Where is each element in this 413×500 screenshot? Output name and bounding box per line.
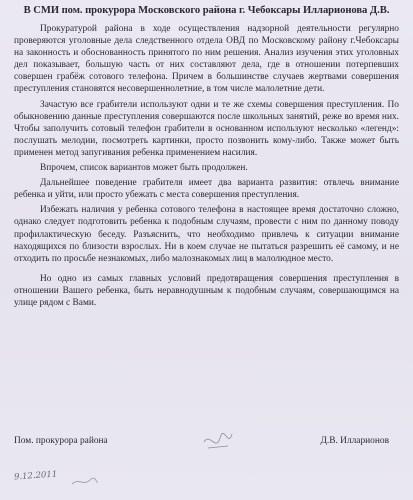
pencil-mark-icon [70,476,100,488]
paragraph-3: Впрочем, список вариантов может быть продолжен. [40,163,248,174]
signature-name: Д.В. Илларионов [320,436,389,446]
signature-role: Пом. прокурора района [14,436,108,446]
paragraph-5: Избежать наличия у ребенка сотового телефона в настоящее время достаточно сложно, однако следует подготовить ребенка к подобным случаям, провести с ним по данному поводу профилактическую беседу. Разъяснить, что необходимо привлечь к ситуации внимание находящихся по близости взрослых. Ни в коем случае не пытаться разрешить её самому, и не отходить по просьбе незнакомых, либо малознакомых лиц в малолюдное место. [14,205,399,264]
signature-row [14,436,389,446]
paragraph-4: Дальнейшее поведение грабителя имеет два варианта развития: отвлечь внимание ребенка и уйти, или просто убежать с места совершения преступления. [14,178,399,201]
handwritten-date: 9.12.2011 [13,469,58,483]
document-heading: В СМИ пом. прокурора Московского района г. Чебоксары Илларионова Д.В. [23,5,390,16]
paragraph-6: Но одно из самых главных условий предотвращения совершения преступления в отношении Вашего ребенка, быть неравнодушным к подобным случаям, совершающимся на улице рядом с Вами. [14,273,399,308]
paragraph-1: Прокуратурой района в ходе осуществления надзорной деятельности регулярно проверяются уголовные дела следственного отдела ОВД по Московскому району г.Чебоксары на законность и обоснованность принятого по ним решения. Анализ изучения этих уголовных дел показывает, большую часть от них составляют дела, где в отношении потерпевших совершен грабёж сотового телефона. Причем в большинстве случаев жертвами совершения преступления становятся несовершеннолетние, в том числе малолетние дети. [14,24,399,95]
paragraph-2: Зачастую все грабители используют одни и те же схемы совершения преступления. По обыкновению данные преступления совершаются после школьных занятий, реже во время них. Чтобы заполучить сотовый телефон грабители в основанном используют несколько «легенд»: послушать мелодии, посмотреть картинки, просто позвонить кому-либо. Также может быть применен метод запугивания ребенка применением насилия. [14,99,399,158]
